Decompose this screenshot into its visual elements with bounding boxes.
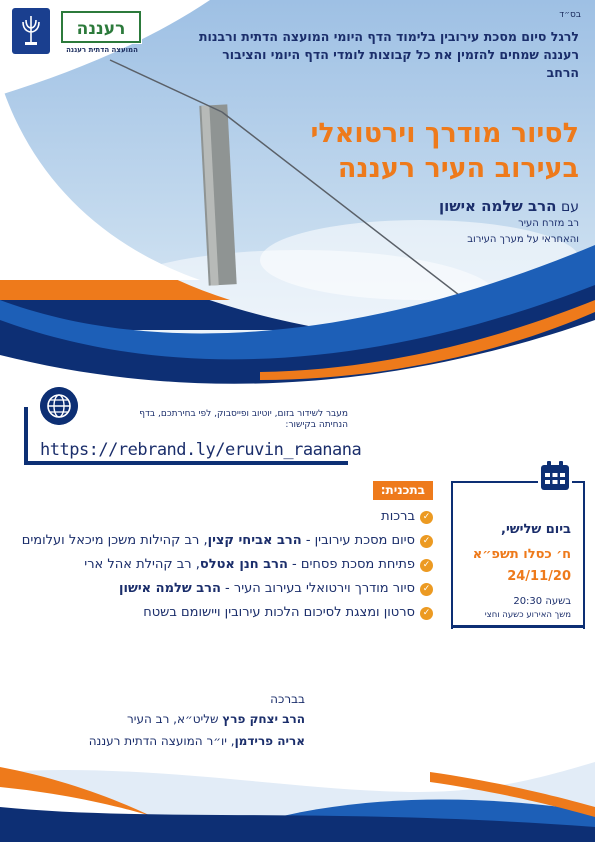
check-icon: ✓ bbox=[420, 535, 433, 548]
program-item bbox=[8, 505, 433, 529]
raanana-logo-text: רעננה bbox=[76, 19, 126, 39]
program-item-role: , רב קהילת אהל ארי bbox=[84, 557, 200, 572]
religious-council-name: המועצה הדתית רעננה bbox=[66, 46, 138, 54]
intro-paragraph: לרגל סיום מסכת עירובין בלימוד הדף היומי המועצה הדתית ורבנות רעננה שמחים להזמין את כל קבוצות לומדי הדף היומי והציבור הרחב bbox=[199, 29, 579, 80]
signature-rabbi-name: הרב יצחק פרץ bbox=[222, 712, 305, 726]
broadcast-box-underline bbox=[24, 461, 348, 465]
signature-chairman-name: אריה פרידמן bbox=[234, 734, 305, 748]
event-duration: משך האירוע כשעה וחצי bbox=[484, 610, 571, 620]
program-item bbox=[8, 529, 433, 553]
title-line-1: לסיור מודרך וירטואלי bbox=[310, 118, 579, 149]
broadcast-text: מעבר לשידור בזום, יוטיוב ופייסבוק, לפי בחירתכם, בדף הנחיתה בקישור: bbox=[139, 409, 348, 430]
program-item-speaker: הרב אביחי קצין bbox=[207, 533, 302, 548]
check-icon: ✓ bbox=[420, 511, 433, 524]
program-item-role: , רב קהילות משכן מיכאל ועלומים bbox=[21, 533, 208, 548]
broadcast-box-border bbox=[24, 407, 28, 465]
calendar-icon bbox=[538, 459, 572, 493]
event-time: בשעה 20:30 bbox=[513, 596, 571, 607]
state-emblem-icon bbox=[12, 8, 50, 54]
program-label: בתכנית: bbox=[373, 481, 433, 500]
date-box-bottom-border bbox=[451, 625, 585, 628]
event-hebrew-date: ח׳ כסלו תשפ״א bbox=[472, 547, 571, 562]
footer-waves bbox=[0, 752, 595, 842]
check-icon: ✓ bbox=[420, 607, 433, 620]
raanana-logo bbox=[60, 10, 142, 44]
program-item-text: פתיחת מסכת פסחים - bbox=[287, 557, 415, 572]
blessing: בברכה bbox=[270, 692, 305, 706]
guide-name: הרב שלמה אישון bbox=[438, 197, 557, 215]
event-day: ביום שלישי, bbox=[501, 522, 571, 537]
guide-role-2: והאחראי על מערך העירוב bbox=[467, 234, 579, 245]
signature-chairman bbox=[89, 734, 305, 748]
state-emblem-caption: משרד bbox=[23, 50, 37, 56]
guide-with: עם bbox=[560, 199, 579, 215]
program-item-speaker: הרב חנן אטלס bbox=[199, 557, 288, 572]
landing-page-link[interactable]: https://rebrand.ly/eruvin_raanana bbox=[40, 440, 362, 460]
guide-role-1: רב מזרח העיר bbox=[518, 218, 579, 229]
program-item-text: סיור מודרך וירטואלי בעירוב העיר - bbox=[220, 581, 415, 596]
bsd-mark: בס״ד bbox=[559, 10, 581, 20]
program-item bbox=[8, 553, 433, 577]
globe-icon bbox=[40, 387, 78, 425]
program-item bbox=[8, 577, 433, 601]
program-item-text: ברכות bbox=[381, 509, 415, 524]
program-item-text: סרטון ומצגת לסיכום הלכות עירובין ויישומם בשטח bbox=[143, 605, 415, 620]
signature-chairman-title: , יו״ר המועצה הדתית רעננה bbox=[88, 734, 235, 748]
guide-line bbox=[439, 197, 579, 215]
program-list bbox=[8, 505, 433, 625]
program-item-speaker: הרב שלמה אישון bbox=[119, 581, 221, 596]
program-item-text: סיום מסכת עירובין - bbox=[301, 533, 415, 548]
check-icon: ✓ bbox=[420, 559, 433, 572]
signature-rabbi bbox=[127, 712, 305, 726]
program-item bbox=[8, 601, 433, 625]
signature-rabbi-title: שליט״א, רב העיר bbox=[127, 712, 223, 726]
event-date: 24/11/20 bbox=[507, 569, 571, 584]
title-line-2: בעירוב העיר רעננה bbox=[337, 153, 579, 184]
check-icon: ✓ bbox=[420, 583, 433, 596]
